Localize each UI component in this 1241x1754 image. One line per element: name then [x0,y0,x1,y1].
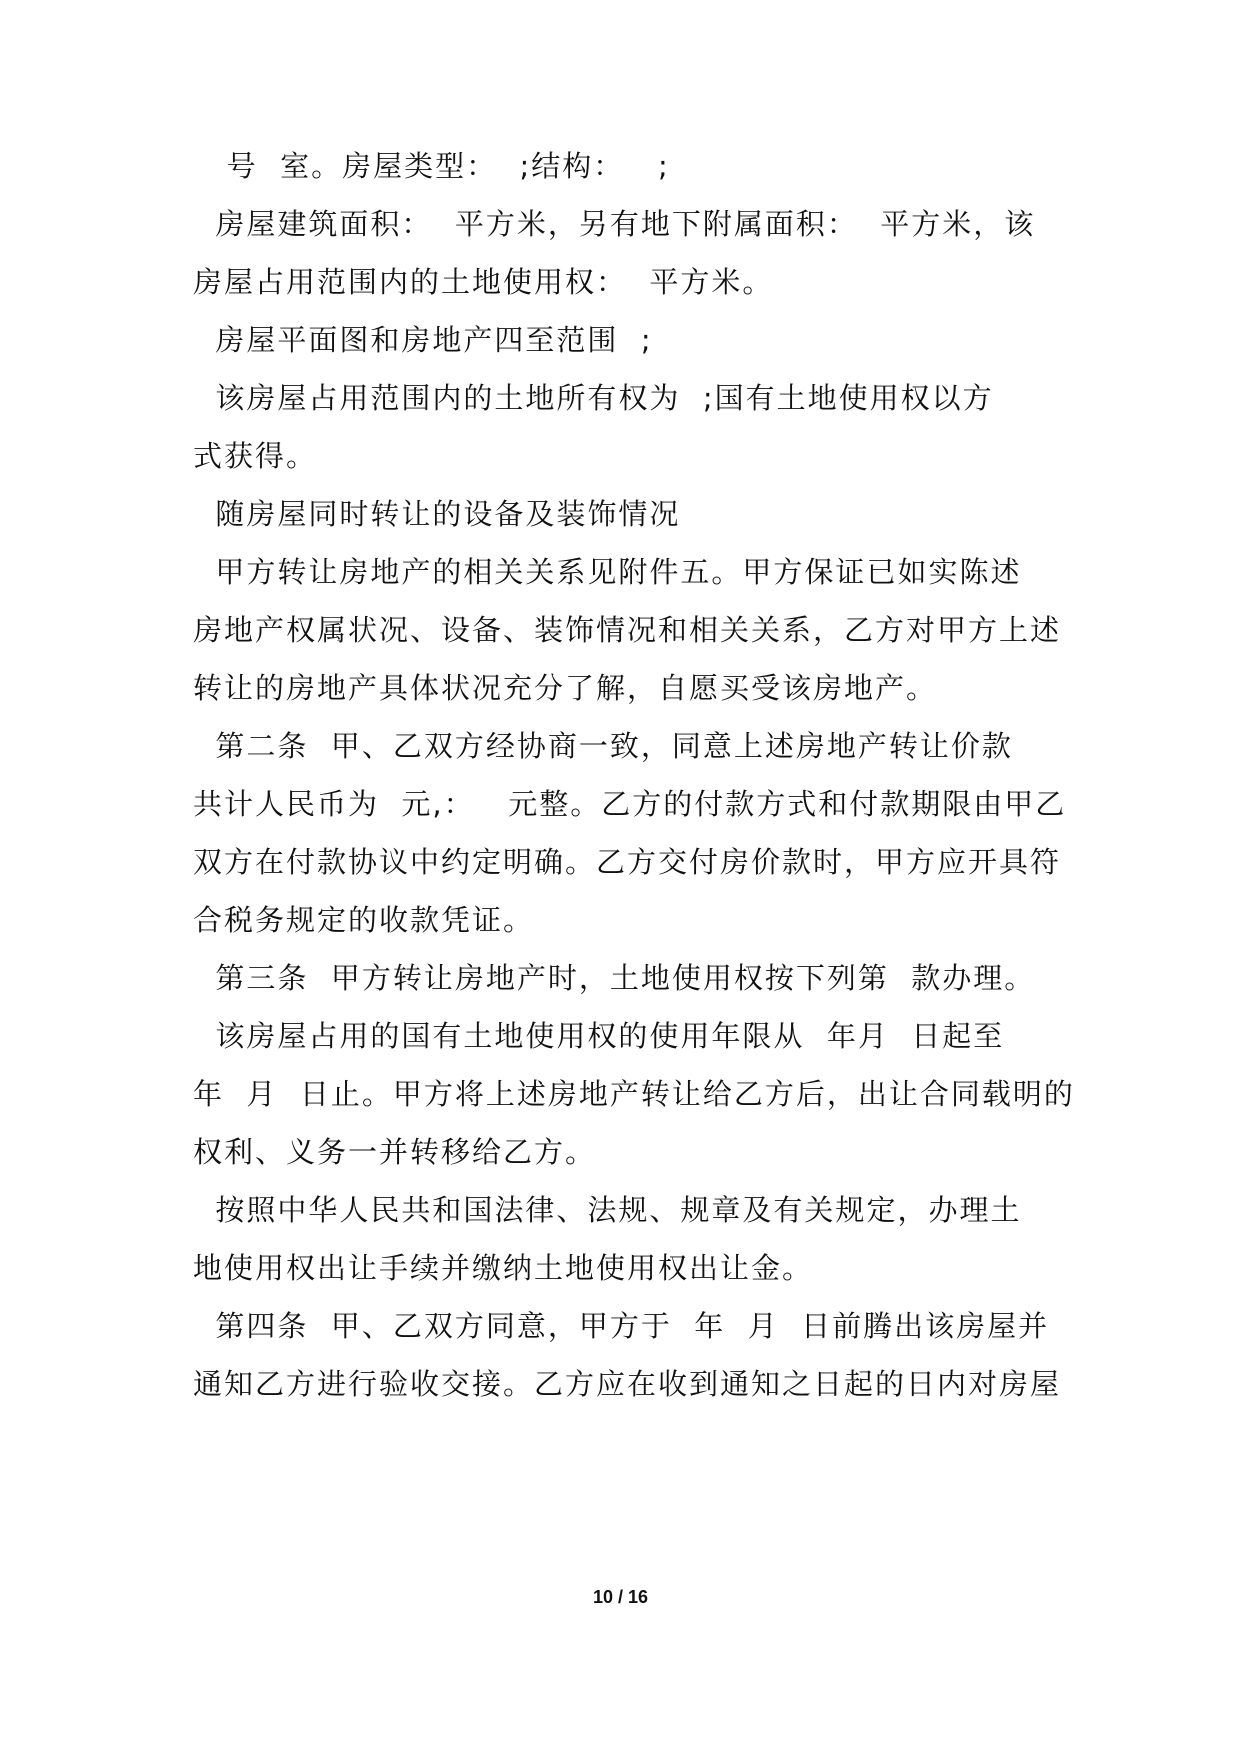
text-line: 共计人民币为 元,： 元整。乙方的付款方式和付款期限由甲乙 [193,787,1067,821]
text-line: 按照中华人民共和国法律、法规、规章及有关规定，办理土 [193,1193,1022,1227]
text-line: 房地产权属状况、设备、装饰情况和相关关系，乙方对甲方上述 [193,613,1062,647]
text-line: 通知乙方进行验收交接。乙方应在收到通知之日起的日内对房屋 [193,1367,1062,1401]
text-line: 房屋平面图和房地产四至范围 ; [193,323,653,357]
text-line: 甲方转让房地产的相关关系见附件五。甲方保证已如实陈述 [193,555,1022,589]
text-line: 双方在付款协议中约定明确。乙方交付房价款时，甲方应开具符 [193,845,1062,879]
text-line: 式获得。 [193,439,318,473]
text-line: 第三条 甲方转让房地产时，土地使用权按下列第 款办理。 [193,961,1036,995]
text-line: 地使用权出让手续并缴纳土地使用权出让金。 [193,1251,814,1285]
text-line: 权利、义务一并转移给乙方。 [193,1135,597,1169]
text-line: 合税务规定的收款凭证。 [193,903,535,937]
page-number: 10 / 16 [592,1587,649,1607]
text-line: 号 室。房屋类型： ;结构： ; [193,149,670,183]
text-line: 第四条 甲、乙双方同意，甲方于 年 月 日前腾出该房屋并 [193,1309,1050,1343]
text-line: 该房屋占用范围内的土地所有权为 ;国有土地使用权以方 [193,381,994,415]
text-line: 随房屋同时转让的设备及装饰情况 [193,497,681,531]
text-line: 转让的房地产具体状况充分了解，自愿买受该房地产。 [193,671,938,705]
text-line: 房屋占用范围内的土地使用权： 平方米。 [193,265,774,299]
text-line: 该房屋占用的国有土地使用权的使用年限从 年月 日起至 [193,1019,1005,1053]
text-line: 第二条 甲、乙双方经协商一致，同意上述房地产转让价款 [193,729,1013,763]
text-line: 年 月 日止。甲方将上述房地产转让给乙方后，出让合同载明的 [193,1077,1075,1111]
text-line: 房屋建筑面积： 平方米，另有地下附属面积： 平方米，该 [193,207,1036,241]
